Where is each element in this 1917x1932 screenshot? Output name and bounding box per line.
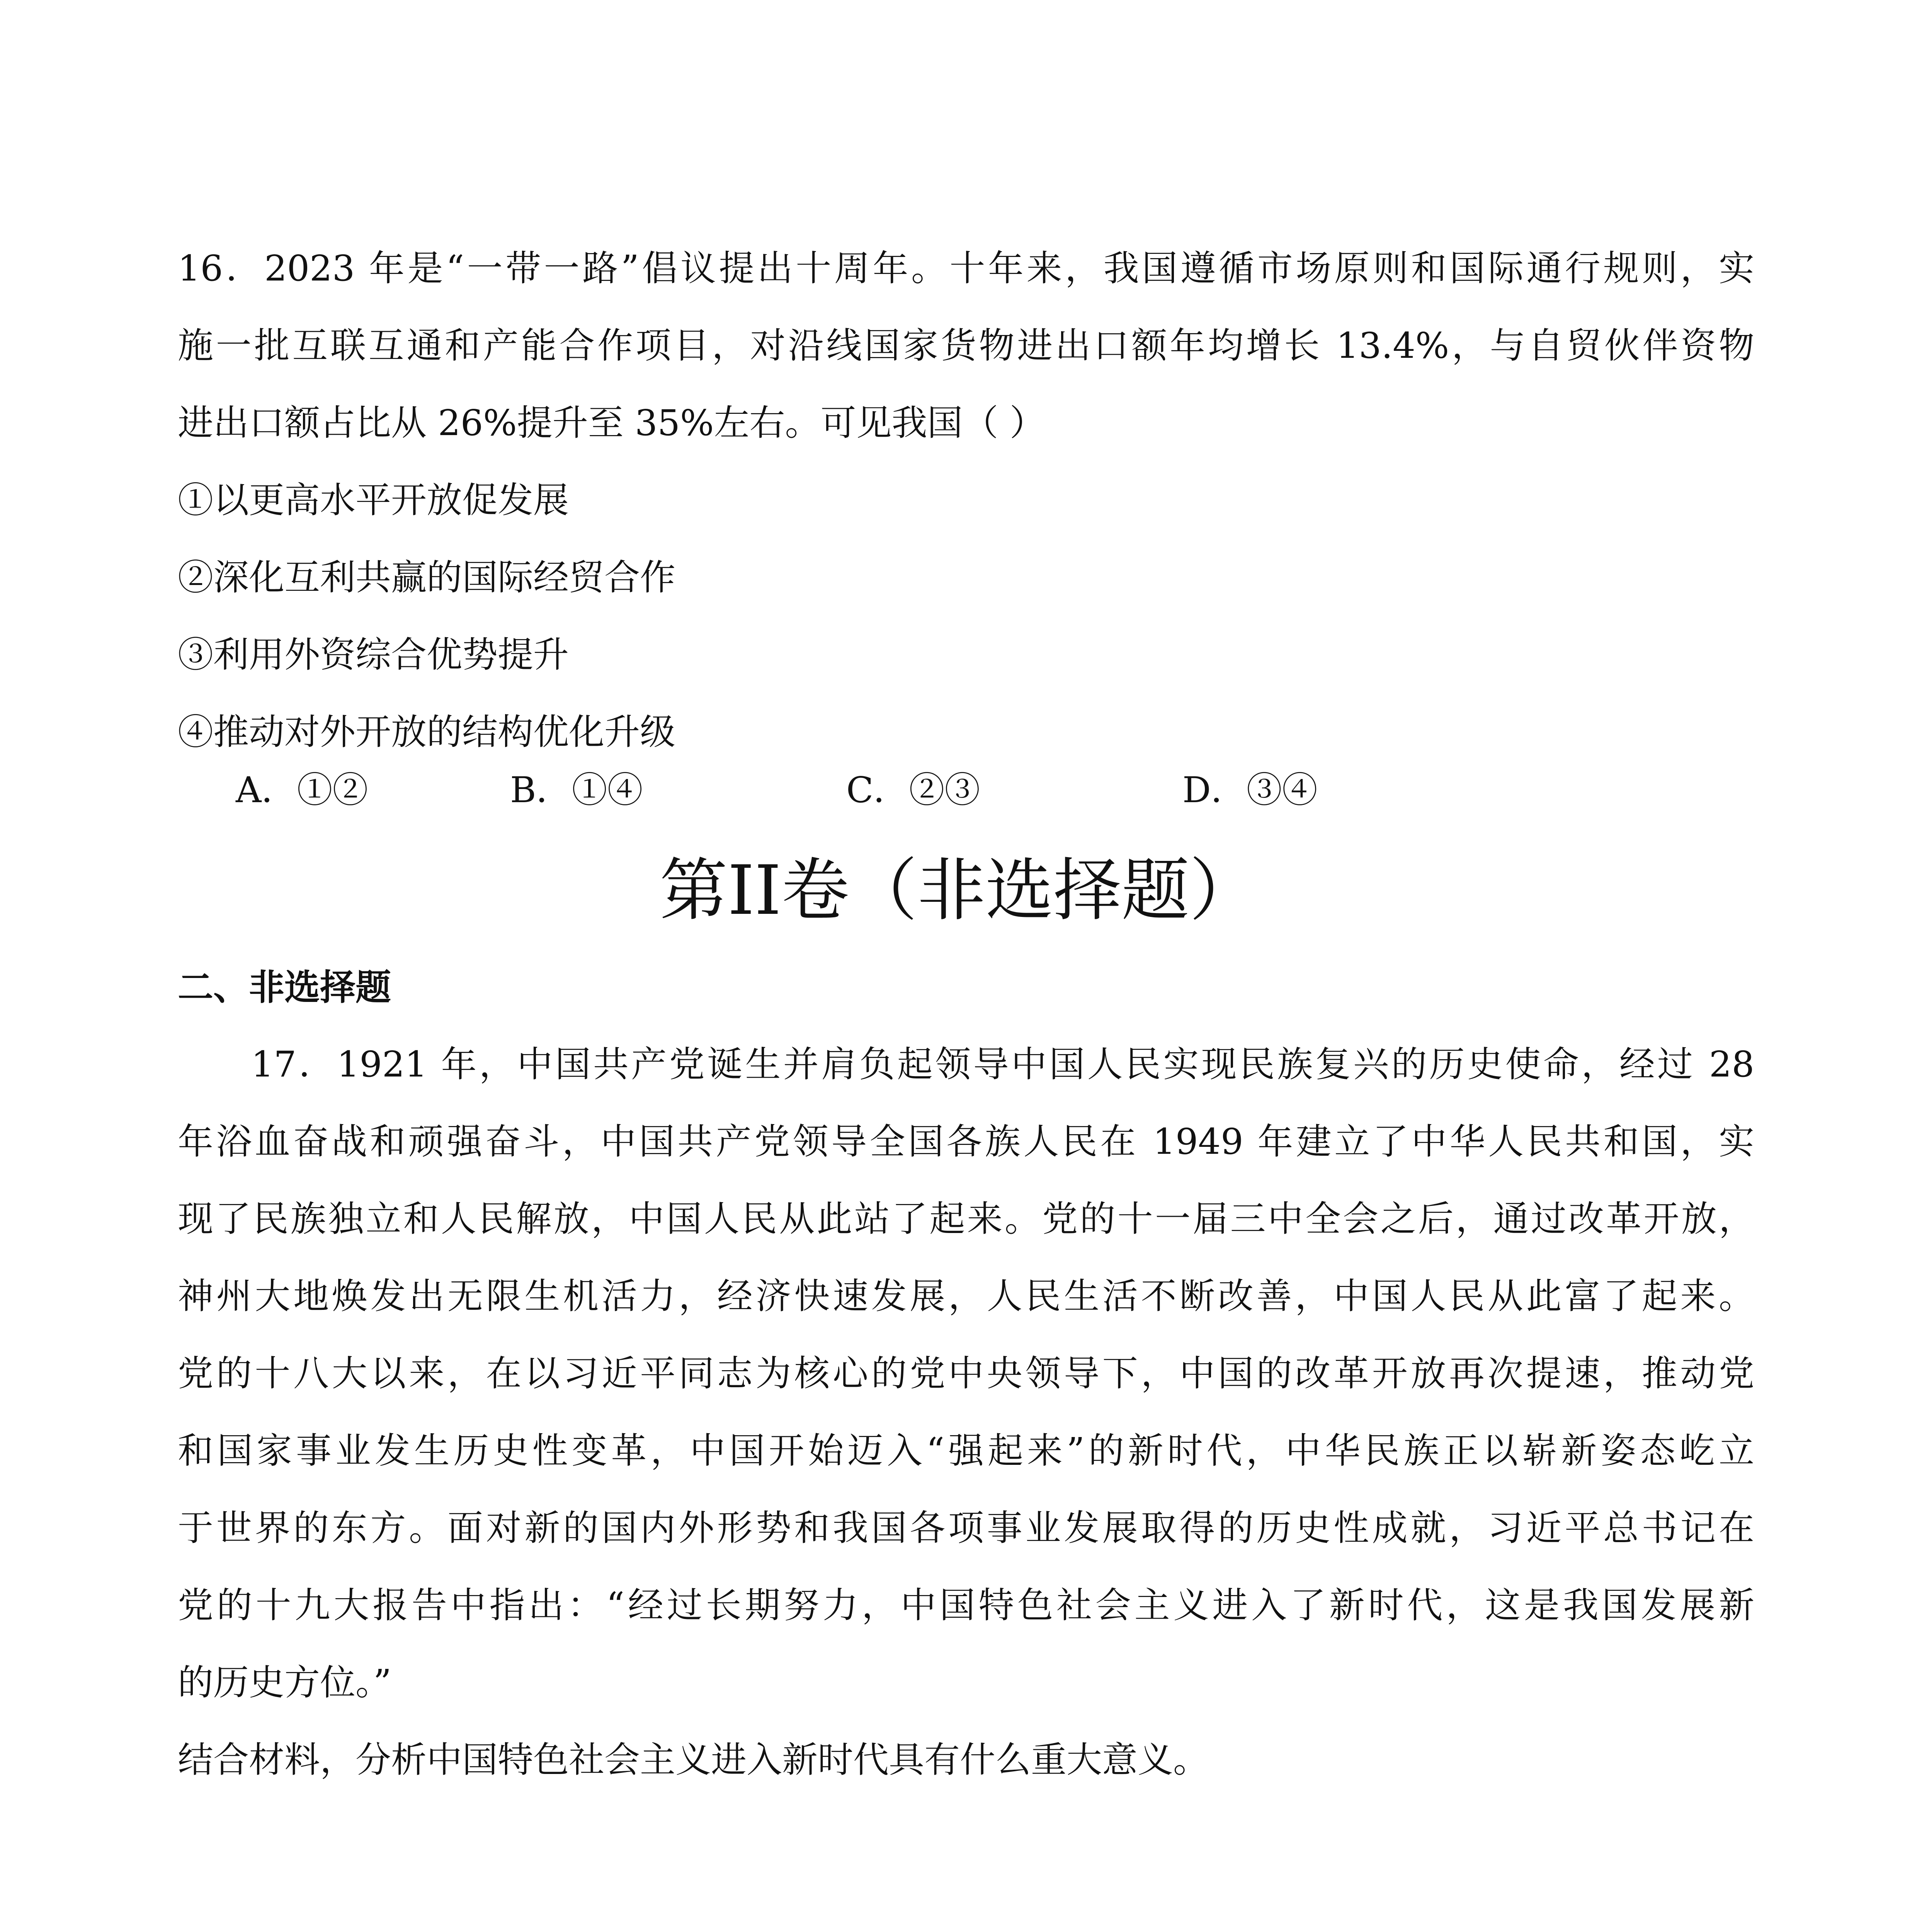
q17-line-8: 党的十九大报告中指出：“经过长期努力，中国特色社会主义进入了新时代，这是我国发展新: [178, 1585, 1754, 1626]
section-heading: 二、非选择题: [178, 966, 391, 1008]
q17-line-6: 和国家事业发生历史性变革，中国开始迈入“强起来”的新时代，中华民族正以崭新姿态屹立: [178, 1430, 1754, 1471]
q17-line-5: 党的十八大以来，在以习近平同志为核心的党中央领导下，中国的改革开放再次提速，推动党: [178, 1353, 1754, 1394]
q16-statement-4: ④推动对外开放的结构优化升级: [178, 711, 676, 753]
q17-line-4: 神州大地焕发出无限生机活力，经济快速发展，人民生活不断改善，中国人民从此富了起来。: [178, 1276, 1754, 1317]
q16-options: [236, 769, 1704, 815]
q16-option-d[interactable]: D．③④: [1182, 769, 1318, 811]
q16-line-2: 施一批互联互通和产能合作项目，对沿线国家货物进出口额年均增长 13.4%，与自贸伙伴资物: [178, 325, 1754, 366]
q16-line-1: 16．2023 年是“一带一路”倡议提出十周年。十年来，我国遵循市场原则和国际通行规则，实: [178, 248, 1754, 289]
q16-statement-2: ②深化互利共赢的国际经贸合作: [178, 557, 676, 598]
q17-question: 结合材料，分析中国特色社会主义进入新时代具有什么重大意义。: [178, 1739, 1209, 1781]
q16-line-3: 进出口额占比从 26%提升至 35%左右。可见我国（ ）: [178, 402, 1045, 444]
q16-statement-3: ③利用外资综合优势提升: [178, 634, 569, 675]
section-title: 第II卷（非选择题）: [659, 851, 1258, 930]
q17-line-2: 年浴血奋战和顽强奋斗，中国共产党领导全国各族人民在 1949 年建立了中华人民共和国，实: [178, 1121, 1754, 1162]
q17-line-3: 现了民族独立和人民解放，中国人民从此站了起来。党的十一届三中全会之后，通过改革开放，: [178, 1198, 1754, 1240]
q16-option-a[interactable]: A．①②: [236, 769, 368, 811]
q16-option-c[interactable]: C．②③: [846, 769, 980, 811]
q17-line-9: 的历史方位。”: [178, 1662, 392, 1703]
q17-line-1: 17．1921 年，中国共产党诞生并肩负起领导中国人民实现民族复兴的历史使命，经过 28: [251, 1044, 1754, 1085]
q16-option-b[interactable]: B．①④: [510, 769, 643, 811]
q17-line-7: 于世界的东方。面对新的国内外形势和我国各项事业发展取得的历史性成就，习近平总书记在: [178, 1507, 1754, 1549]
q16-statement-1: ①以更高水平开放促发展: [178, 480, 569, 521]
